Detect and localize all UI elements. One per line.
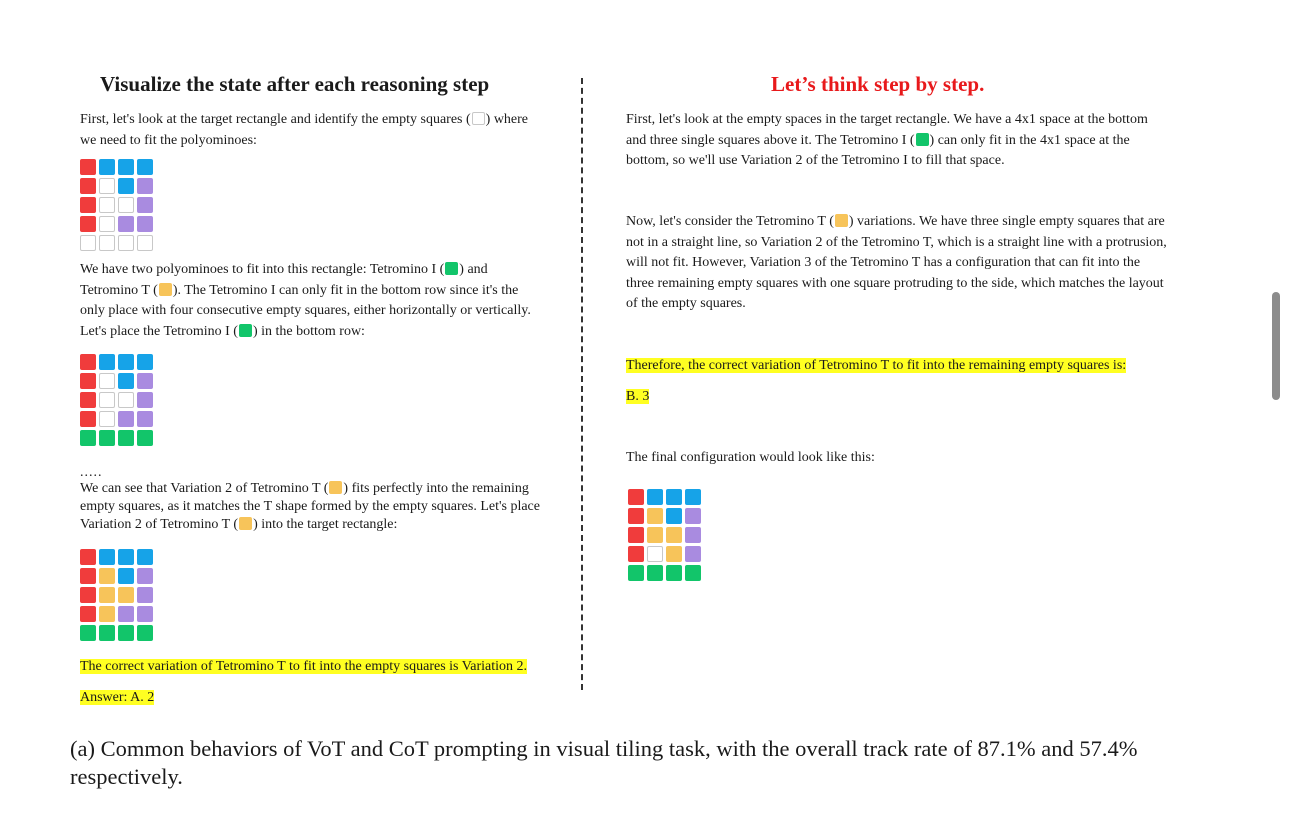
grid-cell-empty xyxy=(80,235,96,251)
grid-cell-red xyxy=(80,354,96,370)
grid-cell-green xyxy=(137,430,153,446)
grid-cell-purple xyxy=(118,606,134,622)
empty-square-icon xyxy=(472,112,485,125)
grid-cell-red xyxy=(80,392,96,408)
grid-cell-red xyxy=(628,508,644,524)
left-p2-text-a: We have two polyominoes to fit into this rectangle: Tetromino I ( xyxy=(80,262,445,277)
grid-cell-yellow xyxy=(647,527,663,543)
grid-cell-blue xyxy=(118,354,134,370)
grid-cell-red xyxy=(80,411,96,427)
grid-cell-empty xyxy=(99,235,115,251)
grid-cell-purple xyxy=(685,527,701,543)
grid-cell-red xyxy=(80,549,96,565)
grid-cell-blue xyxy=(137,549,153,565)
grid-cell-empty xyxy=(99,392,115,408)
grid-cell-green xyxy=(99,625,115,641)
grid-cell-blue xyxy=(118,549,134,565)
left-p2-text-b: ) and Tetromino T ( xyxy=(80,262,488,298)
right-answer-text: B. 3 xyxy=(626,389,650,404)
grid-cell-green xyxy=(118,430,134,446)
grid-cell-empty xyxy=(99,178,115,194)
grid-cell-blue xyxy=(137,354,153,370)
grid-cell-purple xyxy=(137,606,153,622)
grid-cell-green xyxy=(647,565,663,581)
left-p1-text-a: First, let's look at the target rectangle and identify the empty squares ( xyxy=(80,112,471,127)
left-p2-text-d: ) in the bottom row: xyxy=(252,323,365,339)
figure-caption: (a) Common behaviors of VoT and CoT prompting in visual tiling task, with the overall track rate of 87.1% and 57.4% respectively. xyxy=(70,736,1138,789)
grid-cell-blue xyxy=(137,159,153,175)
grid-cell-green xyxy=(628,565,644,581)
grid-cell-blue xyxy=(647,489,663,505)
grid-cell-empty xyxy=(647,546,663,562)
grid-cell-blue xyxy=(118,373,134,389)
grid-cell-blue xyxy=(666,508,682,524)
column-divider xyxy=(581,78,583,690)
grid-cell-yellow xyxy=(666,527,682,543)
right-conclusion-text: Therefore, the correct variation of Tetromino T to fit into the remaining empty squares is: xyxy=(626,358,1127,373)
grid-cell-purple xyxy=(137,568,153,584)
grid-cell-green xyxy=(80,625,96,641)
tetromino-t-icon xyxy=(159,283,172,296)
grid-cell-yellow xyxy=(99,587,115,603)
grid-cell-blue xyxy=(99,354,115,370)
grid-cell-purple xyxy=(137,216,153,232)
grid-cell-blue xyxy=(685,489,701,505)
grid-cell-empty xyxy=(99,216,115,232)
tetromino-i-icon xyxy=(239,324,252,337)
tiling-grid-initial xyxy=(80,159,153,251)
right-p2-text-a: Now, let's consider the Tetromino T ( xyxy=(626,214,834,229)
left-paragraph-1 xyxy=(80,110,540,151)
tetromino-i-icon xyxy=(445,262,458,275)
grid-cell-blue xyxy=(99,159,115,175)
left-p3-text-a: We can see that Variation 2 of Tetromino T ( xyxy=(80,481,329,496)
grid-cell-green xyxy=(99,430,115,446)
grid-cell-empty xyxy=(99,197,115,213)
grid-cell-purple xyxy=(137,197,153,213)
grid-cell-empty xyxy=(137,235,153,251)
grid-cell-yellow xyxy=(647,508,663,524)
grid-cell-red xyxy=(80,178,96,194)
grid-cell-green xyxy=(137,625,153,641)
left-p2-text-c: ). The Tetromino I can only fit in the bottom row since it's the only place with four consecutive empty squares, either horizontally or vertically. Let's place the Tetromino I ( xyxy=(80,282,531,339)
right-title: Let’s think step by step. xyxy=(771,72,985,96)
grid-cell-blue xyxy=(118,178,134,194)
left-conclusion xyxy=(80,657,527,678)
right-paragraph-2 xyxy=(626,212,1171,315)
grid-cell-red xyxy=(80,373,96,389)
tetromino-t-icon xyxy=(329,481,342,494)
left-conclusion-text: The correct variation of Tetromino T to fit into the empty squares is Variation 2. xyxy=(80,659,528,674)
grid-cell-red xyxy=(80,568,96,584)
tetromino-t-icon xyxy=(835,214,848,227)
right-final-text: The final configuration would look like this: xyxy=(626,450,875,465)
left-p3-text-b: ) fits perfectly into the remaining empty squares, as it matches the T shape formed by the empty squares. Let's place Variation 2 of Tetromino T ( xyxy=(80,481,540,532)
grid-cell-red xyxy=(80,159,96,175)
grid-cell-purple xyxy=(137,373,153,389)
grid-cell-purple xyxy=(685,508,701,524)
grid-cell-red xyxy=(628,489,644,505)
grid-cell-purple xyxy=(118,216,134,232)
ellipsis: ..... xyxy=(80,465,103,480)
tetromino-i-icon xyxy=(916,133,929,146)
grid-cell-empty xyxy=(118,197,134,213)
grid-cell-red xyxy=(80,606,96,622)
grid-cell-empty xyxy=(118,235,134,251)
left-p3-text-c: ) into the target rectangle: xyxy=(253,517,398,532)
grid-cell-empty xyxy=(99,373,115,389)
grid-cell-yellow xyxy=(666,546,682,562)
right-conclusion xyxy=(626,356,1126,377)
grid-cell-red xyxy=(628,546,644,562)
grid-cell-red xyxy=(80,197,96,213)
grid-cell-red xyxy=(628,527,644,543)
grid-cell-purple xyxy=(137,587,153,603)
right-p1-text-b: ) can only fit in the 4x1 space at the bottom, so we'll use Variation 2 of the Tetromino I to fill that space. xyxy=(626,132,1130,168)
left-answer-text: Answer: A. 2 xyxy=(80,690,155,705)
tetromino-t-icon xyxy=(239,517,252,530)
grid-cell-empty xyxy=(118,392,134,408)
right-p1-text-a: First, let's look at the empty spaces in the target rectangle. We have a 4x1 space at the bottom and three single squares above it. The Tetromino I ( xyxy=(626,112,1148,148)
tiling-grid-final xyxy=(80,549,153,641)
grid-cell-green xyxy=(80,430,96,446)
left-p1-text-b: ) where we need to fit the polyominoes: xyxy=(80,112,529,148)
tiling-grid-after-i xyxy=(80,354,153,446)
left-answer xyxy=(80,688,154,709)
left-paragraph-2 xyxy=(80,260,540,342)
grid-cell-blue xyxy=(666,489,682,505)
grid-cell-purple xyxy=(137,392,153,408)
grid-cell-blue xyxy=(118,568,134,584)
grid-cell-purple xyxy=(137,178,153,194)
grid-cell-green xyxy=(685,565,701,581)
grid-cell-purple xyxy=(137,411,153,427)
grid-cell-purple xyxy=(118,411,134,427)
grid-cell-blue xyxy=(99,549,115,565)
tiling-grid-cot-final xyxy=(628,489,701,581)
right-paragraph-1 xyxy=(626,110,1166,172)
grid-cell-yellow xyxy=(99,568,115,584)
right-p2-text-b: ) variations. We have three single empty squares that are not in a straight line, so Variation 2 of the Tetromino T, which is a straight line with a protrusion, will not fit. However, Variation 3 of the Tetromino T has a configuration that can fit into the three remaining empty squares with one square protruding to the side, which matches the layout of the empty squares. xyxy=(626,214,1167,311)
grid-cell-blue xyxy=(118,159,134,175)
grid-cell-green xyxy=(666,565,682,581)
grid-cell-purple xyxy=(685,546,701,562)
left-title: Visualize the state after each reasoning step xyxy=(100,72,490,96)
left-paragraph-3 xyxy=(80,480,555,534)
grid-cell-empty xyxy=(99,411,115,427)
grid-cell-red xyxy=(80,587,96,603)
grid-cell-yellow xyxy=(99,606,115,622)
vertical-scrollbar[interactable] xyxy=(1272,292,1280,400)
right-answer xyxy=(626,387,649,408)
grid-cell-green xyxy=(118,625,134,641)
grid-cell-red xyxy=(80,216,96,232)
grid-cell-yellow xyxy=(118,587,134,603)
